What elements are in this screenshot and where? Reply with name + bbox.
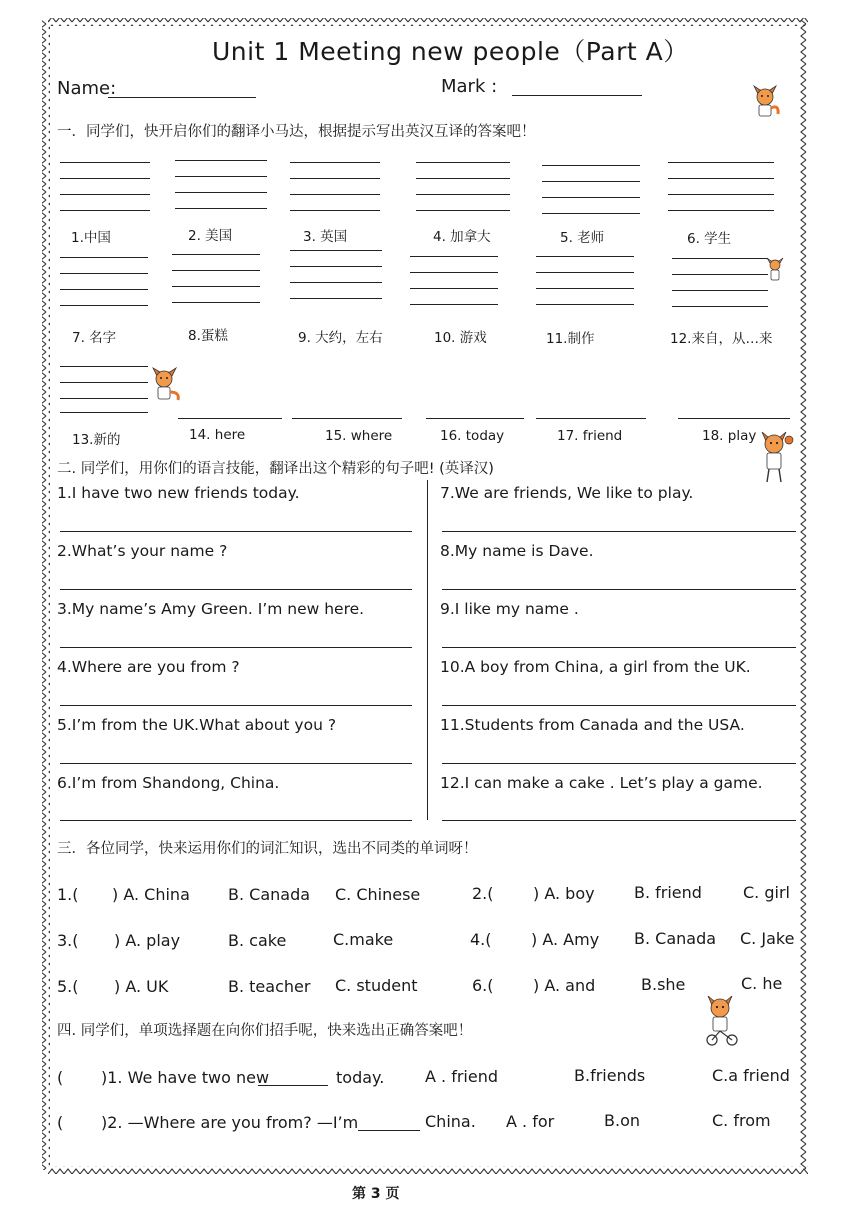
vocab-item: 17. friend bbox=[557, 428, 623, 444]
option-a: ) A. China bbox=[112, 885, 190, 904]
vocab-item: 10. 游戏 bbox=[434, 330, 487, 346]
option-b: B.she bbox=[641, 975, 686, 994]
question-number[interactable]: 3.( bbox=[57, 931, 79, 950]
choice-c[interactable]: C. from bbox=[712, 1111, 771, 1130]
option-b: B. teacher bbox=[228, 977, 311, 996]
vocab-item: 6. 学生 bbox=[687, 231, 732, 247]
fox-illustration bbox=[764, 254, 786, 284]
vocab-item: 12.来自，从…来 bbox=[670, 331, 773, 347]
name-blank[interactable] bbox=[108, 97, 256, 98]
vocab-item: 18. play bbox=[702, 428, 757, 444]
vocab-item: 2. 美国 bbox=[188, 228, 233, 244]
mark-blank[interactable] bbox=[512, 95, 642, 96]
sentence-left: 4.Where are you from ? bbox=[57, 658, 240, 676]
translation-blank[interactable] bbox=[60, 763, 412, 764]
option-b: B. Canada bbox=[634, 929, 717, 948]
sentence-left: 3.My name’s Amy Green. I’m new here. bbox=[57, 600, 365, 618]
sentence-left: 6.I’m from Shandong, China. bbox=[57, 774, 280, 792]
name-label: Name: bbox=[57, 78, 117, 99]
vocab-item: 4. 加拿大 bbox=[433, 229, 491, 245]
choice-b[interactable]: B.on bbox=[604, 1111, 640, 1130]
fox-illustration bbox=[756, 426, 796, 488]
answer-paren[interactable]: ( bbox=[57, 1113, 64, 1132]
choice-a[interactable]: A . friend bbox=[425, 1067, 498, 1086]
translation-blank[interactable] bbox=[60, 531, 412, 532]
option-a: ) A. Amy bbox=[531, 930, 600, 949]
page-title: Unit 1 Meeting new people（Part A） bbox=[212, 37, 689, 66]
question-stem-end: China. bbox=[425, 1112, 476, 1131]
option-c: C.make bbox=[333, 930, 394, 949]
question-stem: )1. We have two new bbox=[101, 1068, 270, 1087]
vocab-item: 11.制作 bbox=[546, 331, 595, 347]
answer-paren[interactable]: ( bbox=[57, 1068, 64, 1087]
option-a: ) A. boy bbox=[533, 884, 595, 903]
translation-blank[interactable] bbox=[442, 763, 796, 764]
option-b: B. cake bbox=[228, 931, 287, 950]
sentence-right: 11.Students from Canada and the USA. bbox=[440, 716, 745, 734]
translation-blank[interactable] bbox=[442, 589, 796, 590]
question-number[interactable]: 4.( bbox=[470, 930, 492, 949]
vocab-item: 16. today bbox=[440, 428, 505, 444]
option-b: B. friend bbox=[634, 883, 702, 902]
section1-heading: 一．同学们，快开启你们的翻译小马达，根据提示写出英汉互译的答案吧！ bbox=[57, 124, 536, 140]
sentence-right: 8.My name is Dave. bbox=[440, 542, 594, 560]
fox-illustration bbox=[148, 362, 182, 404]
vocab-item: 5. 老师 bbox=[560, 230, 605, 246]
translation-blank[interactable] bbox=[60, 820, 412, 821]
fox-illustration bbox=[748, 80, 782, 120]
option-a: ) A. and bbox=[533, 976, 596, 995]
vocab-item: 1.中国 bbox=[71, 230, 111, 246]
option-c: C. girl bbox=[743, 883, 790, 902]
question-number[interactable]: 2.( bbox=[472, 884, 494, 903]
sentence-right: 7.We are friends, We like to play. bbox=[440, 484, 694, 502]
choice-a[interactable]: A . for bbox=[506, 1112, 555, 1131]
column-divider bbox=[427, 480, 428, 820]
translation-blank[interactable] bbox=[60, 705, 412, 706]
translation-blank[interactable] bbox=[442, 820, 796, 821]
option-c: C. he bbox=[741, 974, 783, 993]
sentence-left: 2.What’s your name ? bbox=[57, 542, 228, 560]
vocab-item: 7. 名字 bbox=[72, 330, 117, 346]
translation-blank[interactable] bbox=[442, 647, 796, 648]
vocab-item: 3. 英国 bbox=[303, 229, 348, 245]
option-b: B. Canada bbox=[228, 885, 311, 904]
vocab-item: 9. 大约，左右 bbox=[298, 330, 383, 346]
fill-blank[interactable] bbox=[258, 1085, 328, 1086]
sentence-left: 1.I have two new friends today. bbox=[57, 484, 300, 502]
option-a: ) A. UK bbox=[114, 977, 169, 996]
section3-heading: 三．各位同学，快来运用你们的词汇知识，选出不同类的单词呀！ bbox=[57, 841, 478, 857]
fox-illustration bbox=[700, 990, 742, 1048]
section2-heading: 二. 同学们，用你们的语言技能，翻译出这个精彩的句子吧! (英译汉) bbox=[57, 461, 494, 477]
option-a: ) A. play bbox=[114, 931, 181, 950]
translation-blank[interactable] bbox=[442, 531, 796, 532]
option-c: C. Chinese bbox=[335, 885, 421, 904]
option-c: C. Jake bbox=[740, 929, 795, 948]
vocab-item: 14. here bbox=[189, 427, 246, 443]
translation-blank[interactable] bbox=[442, 705, 796, 706]
sentence-right: 12.I can make a cake . Let’s play a game. bbox=[440, 774, 763, 792]
question-stem: )2. —Where are you from? —I’m bbox=[101, 1113, 359, 1132]
choice-c[interactable]: C.a friend bbox=[712, 1066, 790, 1085]
question-stem-end: today. bbox=[336, 1068, 385, 1087]
vocab-item: 15. where bbox=[325, 428, 393, 444]
section4-heading: 四. 同学们，单项选择题在向你们招手呢，快来选出正确答案吧！ bbox=[57, 1023, 473, 1039]
sentence-right: 10.A boy from China, a girl from the UK. bbox=[440, 658, 751, 676]
option-c: C. student bbox=[335, 976, 418, 995]
translation-blank[interactable] bbox=[60, 589, 412, 590]
question-number[interactable]: 5.( bbox=[57, 977, 79, 996]
question-number[interactable]: 6.( bbox=[472, 976, 494, 995]
mark-label: Mark : bbox=[441, 76, 498, 97]
choice-b[interactable]: B.friends bbox=[574, 1066, 646, 1085]
page-number: 第 3 页 bbox=[352, 1186, 400, 1202]
sentence-left: 5.I’m from the UK.What about you ? bbox=[57, 716, 337, 734]
question-number[interactable]: 1.( bbox=[57, 885, 79, 904]
sentence-right: 9.I like my name . bbox=[440, 600, 579, 618]
vocab-item: 8.蛋糕 bbox=[188, 328, 228, 344]
fill-blank[interactable] bbox=[358, 1130, 420, 1131]
translation-blank[interactable] bbox=[60, 647, 412, 648]
vocab-item: 13.新的 bbox=[72, 432, 121, 448]
